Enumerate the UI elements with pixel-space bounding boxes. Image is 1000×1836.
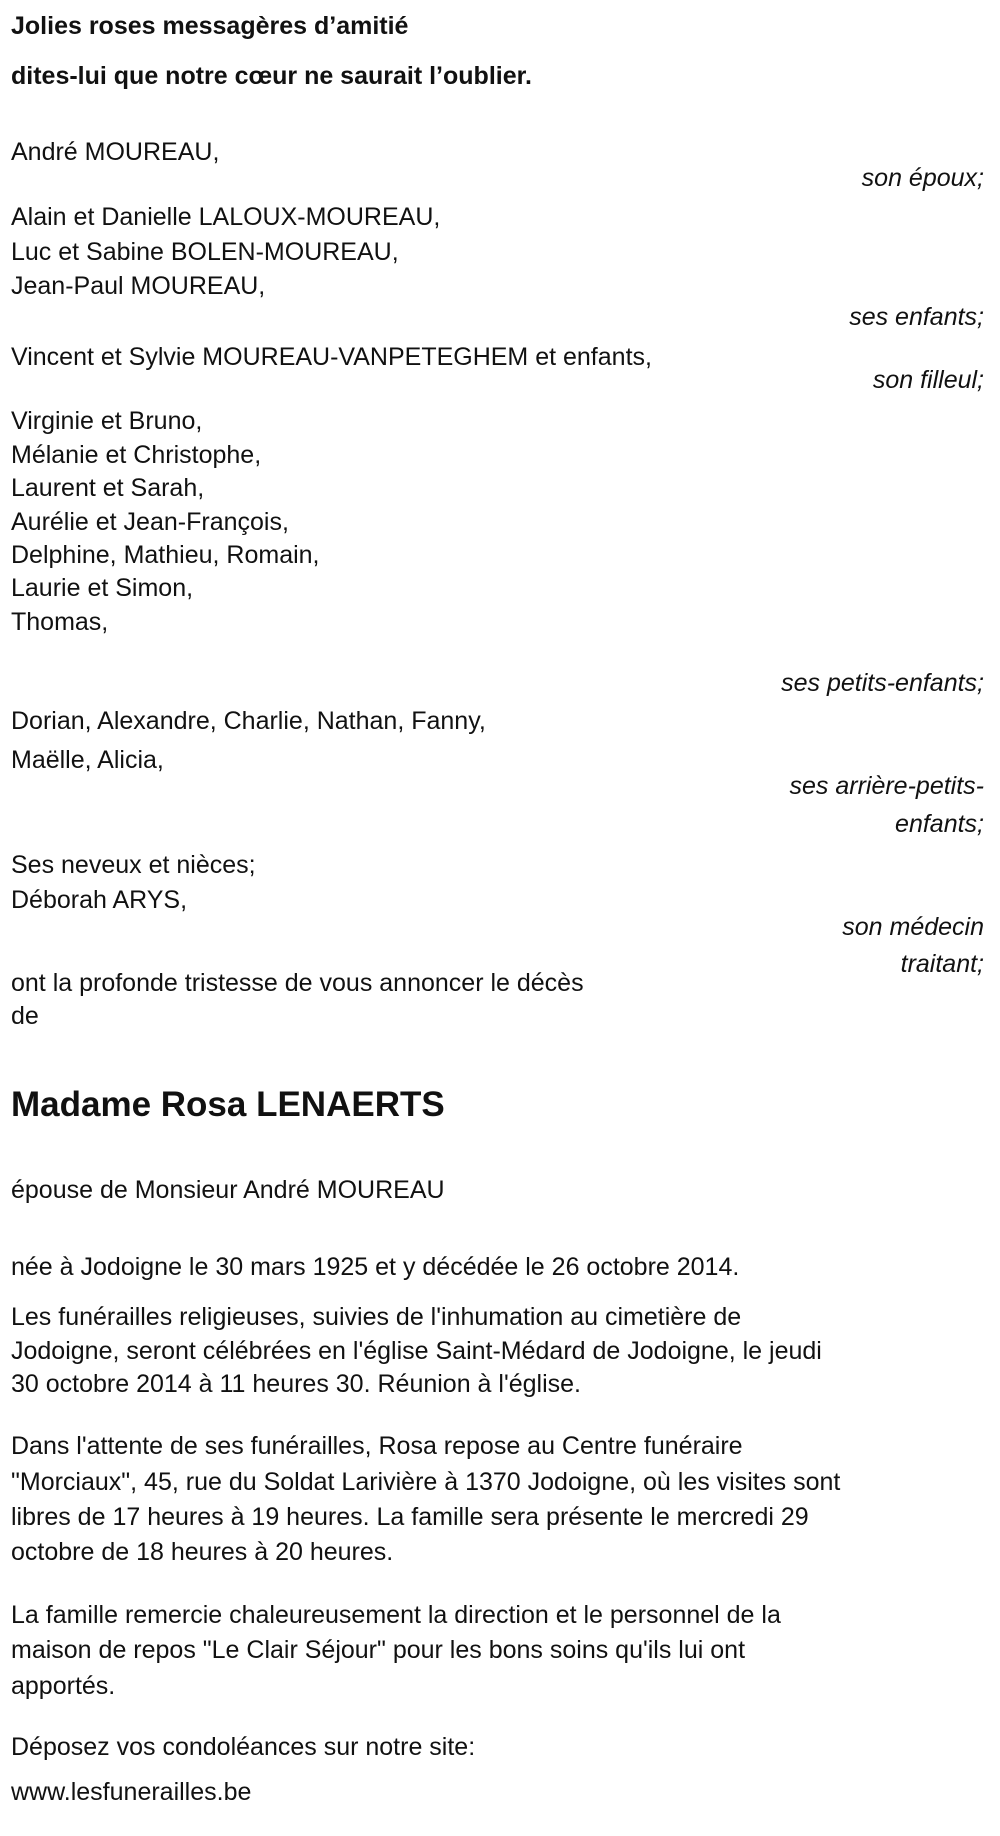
family-line: Vincent et Sylvie MOUREAU-VANPETEGHEM et enfants, [11, 343, 652, 371]
role-label: ses petits-enfants; [781, 669, 984, 697]
family-line: Virginie et Bruno, [11, 407, 203, 435]
role-label: ses arrière-petits- [789, 772, 984, 800]
family-line: André MOUREAU, [11, 138, 220, 166]
family-line: Déborah ARYS, [11, 886, 188, 914]
paragraph-line: octobre de 18 heures à 20 heures. [11, 1538, 394, 1566]
family-line: Mélanie et Christophe, [11, 441, 262, 469]
family-line: Dorian, Alexandre, Charlie, Nathan, Fanny, [11, 707, 486, 735]
poem-line: dites-lui que notre cœur ne saurait l’oublier. [11, 62, 532, 90]
family-line: Luc et Sabine BOLEN-MOUREAU, [11, 238, 399, 266]
poem-line: Jolies roses messagères d’amitié [11, 12, 409, 40]
paragraph-line: 30 octobre 2014 à 11 heures 30. Réunion à l'église. [11, 1370, 581, 1398]
role-label: ses enfants; [849, 303, 984, 331]
announcement-line: ont la profonde tristesse de vous annoncer le décès [11, 969, 584, 997]
paragraph-line: maison de repos "Le Clair Séjour" pour les bons soins qu'ils lui ont [11, 1636, 746, 1664]
website-link[interactable]: www.lesfunerailles.be [11, 1778, 252, 1806]
deceased-name: Madame Rosa LENAERTS [11, 1085, 445, 1124]
role-label: traitant; [900, 950, 984, 978]
family-line: Thomas, [11, 608, 109, 636]
family-line: Delphine, Mathieu, Romain, [11, 541, 320, 569]
role-label: son médecin [842, 913, 984, 941]
family-line: Jean-Paul MOUREAU, [11, 272, 266, 300]
paragraph-line: apportés. [11, 1672, 116, 1700]
paragraph-line: Dans l'attente de ses funérailles, Rosa repose au Centre funéraire [11, 1432, 743, 1460]
spouse-line: épouse de Monsieur André MOUREAU [11, 1176, 445, 1204]
paragraph-line: née à Jodoigne le 30 mars 1925 et y décédée le 26 octobre 2014. [11, 1253, 740, 1281]
condolences-text: Déposez vos condoléances sur notre site: [11, 1733, 476, 1761]
family-line: Laurie et Simon, [11, 574, 194, 602]
paragraph-line: Jodoigne, seront célébrées en l'église Saint-Médard de Jodoigne, le jeudi [11, 1337, 822, 1365]
paragraph-line: "Morciaux", 45, rue du Soldat Larivière à 1370 Jodoigne, où les visites sont [11, 1468, 841, 1496]
role-label: enfants; [895, 810, 984, 838]
paragraph-line: libres de 17 heures à 19 heures. La famille sera présente le mercredi 29 [11, 1503, 809, 1531]
paragraph-line: Les funérailles religieuses, suivies de l'inhumation au cimetière de [11, 1303, 742, 1331]
family-line: Laurent et Sarah, [11, 474, 205, 502]
role-label: son filleul; [872, 366, 984, 394]
role-label: son époux; [861, 164, 984, 192]
family-line: Aurélie et Jean-François, [11, 508, 289, 536]
family-line: Alain et Danielle LALOUX-MOUREAU, [11, 203, 441, 231]
family-line: Maëlle, Alicia, [11, 746, 164, 774]
family-line: Ses neveux et nièces; [11, 851, 256, 879]
announcement-line: de [11, 1002, 39, 1030]
paragraph-line: La famille remercie chaleureusement la direction et le personnel de la [11, 1601, 781, 1629]
